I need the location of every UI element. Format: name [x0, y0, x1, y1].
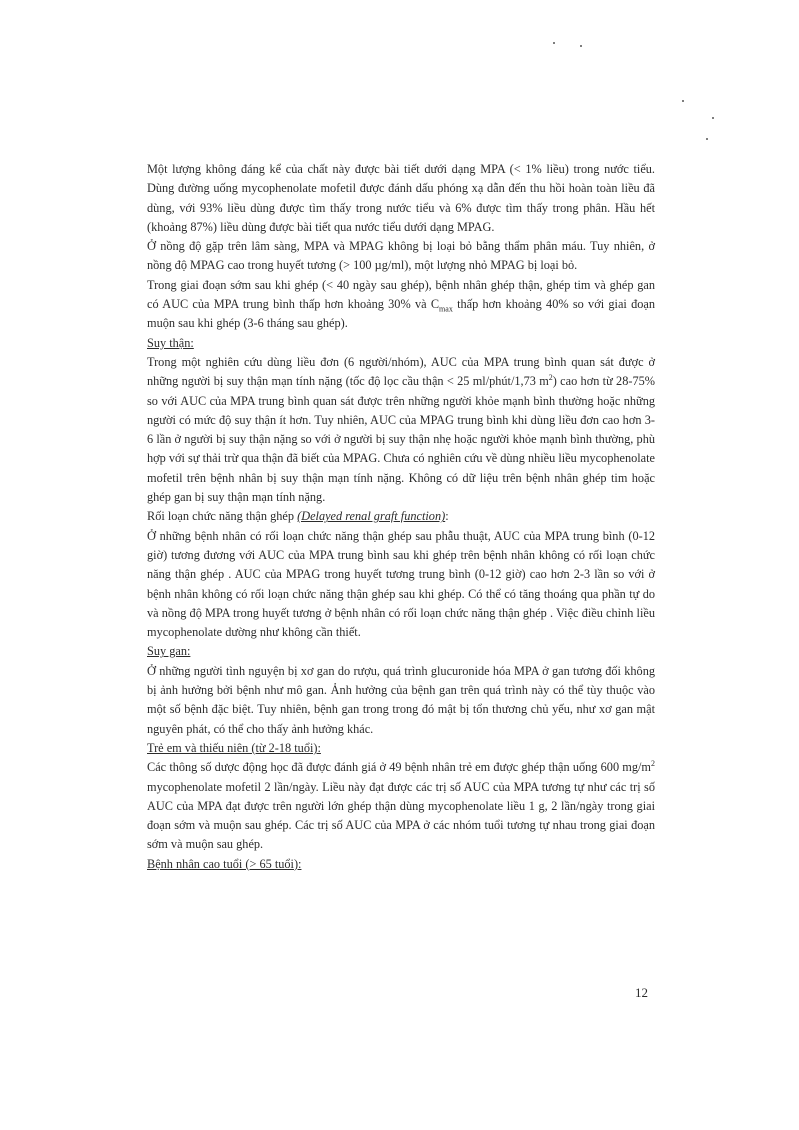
heading-elderly: Bệnh nhân cao tuổi (> 65 tuổi): [147, 856, 302, 871]
heading-delayed-graft: Rối loạn chức năng thận ghép (Delayed renal graft function): [147, 509, 449, 524]
heading-hepatic-impairment: Suy gan: [147, 644, 191, 659]
heading-pediatric: Trẻ em và thiếu niên (từ 2-18 tuổi): [147, 740, 321, 755]
heading-renal-impairment: Suy thận: [147, 335, 194, 350]
document-body [147, 160, 655, 874]
scan-speck [706, 138, 708, 140]
scan-speck [580, 45, 582, 47]
paragraph-dialysis: Ở nồng độ gặp trên lâm sàng, MPA và MPAG không bị loại bỏ bằng thẩm phân máu. Tuy nhiên, ở nồng độ MPAG cao trong huyết tương (> 100 µg/ml), một lượng nhỏ MPAG bị loại bỏ. [147, 239, 655, 273]
page-number: 12 [635, 985, 648, 1000]
paragraph-excretion: Một lượng không đáng kể của chất này được bài tiết dưới dạng MPA (< 1% liều) trong nước tiểu. Dùng đường uống mycophenolate mofetil được đánh dấu phóng xạ dẫn đến thu hồi hoàn toàn liều đã dùng, với 93% liều dùng được tìm thấy trong nước tiểu và 6% được tìm thấy trong phân. Hầu hết (khoảng 87%) liều dùng được bài tiết qua nước tiểu dưới dạng MPAG. [147, 162, 655, 234]
paragraph-hepatic-impairment: Ở những người tình nguyện bị xơ gan do rượu, quá trình glucuronide hóa MPA ở gan tương đối không bị ảnh hưởng bởi bệnh như mô gan. Ảnh hưởng của bệnh gan trên quá trình này có thể tùy thuộc vào một số bệnh đặc biệt. Tuy nhiên, bệnh gan trong trong đó mật bị tổn thương chủ yếu, như xơ gan mật nguyên phát, có thể cho thấy ảnh hưởng khác. [147, 663, 655, 736]
paragraph-delayed-graft: Ở những bệnh nhân có rối loạn chức năng thận ghép sau phẫu thuật, AUC của MPA trung bình (0-12 giờ) tương đương với AUC của MPA trung bình sau khi ghép trên bệnh nhân không có rối loạn chức năng thận ghép . AUC của MPAG trong huyết tương trung bình (0-12 giờ) cao hơn 2-3 lần so với ở bệnh nhân không có rối loạn chức năng thận ghép sau khi ghép. Có thể có tăng thoáng qua phần tự do và nồng độ MPA trong huyết tương ở bệnh nhân có rối loạn chức năng thận ghép . Việc điều chỉnh liều mycophenolate dường như không cần thiết. [147, 528, 655, 640]
scan-speck [553, 42, 555, 44]
paragraph-renal-impairment: Trong một nghiên cứu dùng liều đơn (6 người/nhóm), AUC của MPA trung bình quan sát được ở những người bị suy thận mạn tính nặng (tốc độ lọc cầu thận < 25 ml/phút/1,73 $m^2$) cao hơn từ 28-75% so với AUC của MPA trung bình quan sát được trên những người khỏe mạnh bình thường hoặc những người có mức độ suy thận ít hơn. Tuy nhiên, AUC của MPAG trung bình khi dùng liều đơn cao hơn 3-6 lần ở người bị suy thận nặng so với ở người bị suy thận nhẹ hoặc người khỏe mạnh bình thường, phù hợp với sự thải trừ qua thận đã biết của MPAG. Chưa có nghiên cứu về dùng nhiều liều mycophenolate mofetil trên bệnh nhân bị suy thận mạn tính nặng. Không có dữ liệu trên bệnh nhân ghép tim hoặc ghép gan bị suy thận mạn tính nặng. [147, 354, 655, 505]
scan-speck [712, 117, 714, 119]
scan-speck [682, 100, 684, 102]
paragraph-pediatric: Các thông số dược động học đã được đánh giá ở 49 bệnh nhân trẻ em được ghép thận uống 600 $mg/m^2$ mycophenolate mofetil 2 lần/ngày. Liều này đạt được các trị số AUC của MPA tương tự như các trị số AUC của MPA đạt được trên người lớn ghép thận dùng mycophenolate liều 1 g, 2 lần/ngày trong giai đoạn sớm và muộn sau ghép. Các trị số AUC của MPA ở các nhóm tuổi tương tự nhau trong giai đoạn sớm và muộn sau ghép. [147, 759, 655, 852]
paragraph-early-phase: Trong giai đoạn sớm sau khi ghép (< 40 ngày sau ghép), bệnh nhân ghép thận, ghép tim và ghép gan có AUC của MPA trung bình thấp hơn khoảng 30% và $C_{max}$ thấp hơn khoảng 40% so với giai đoạn muộn sau khi ghép (3-6 tháng sau ghép). [147, 277, 655, 331]
